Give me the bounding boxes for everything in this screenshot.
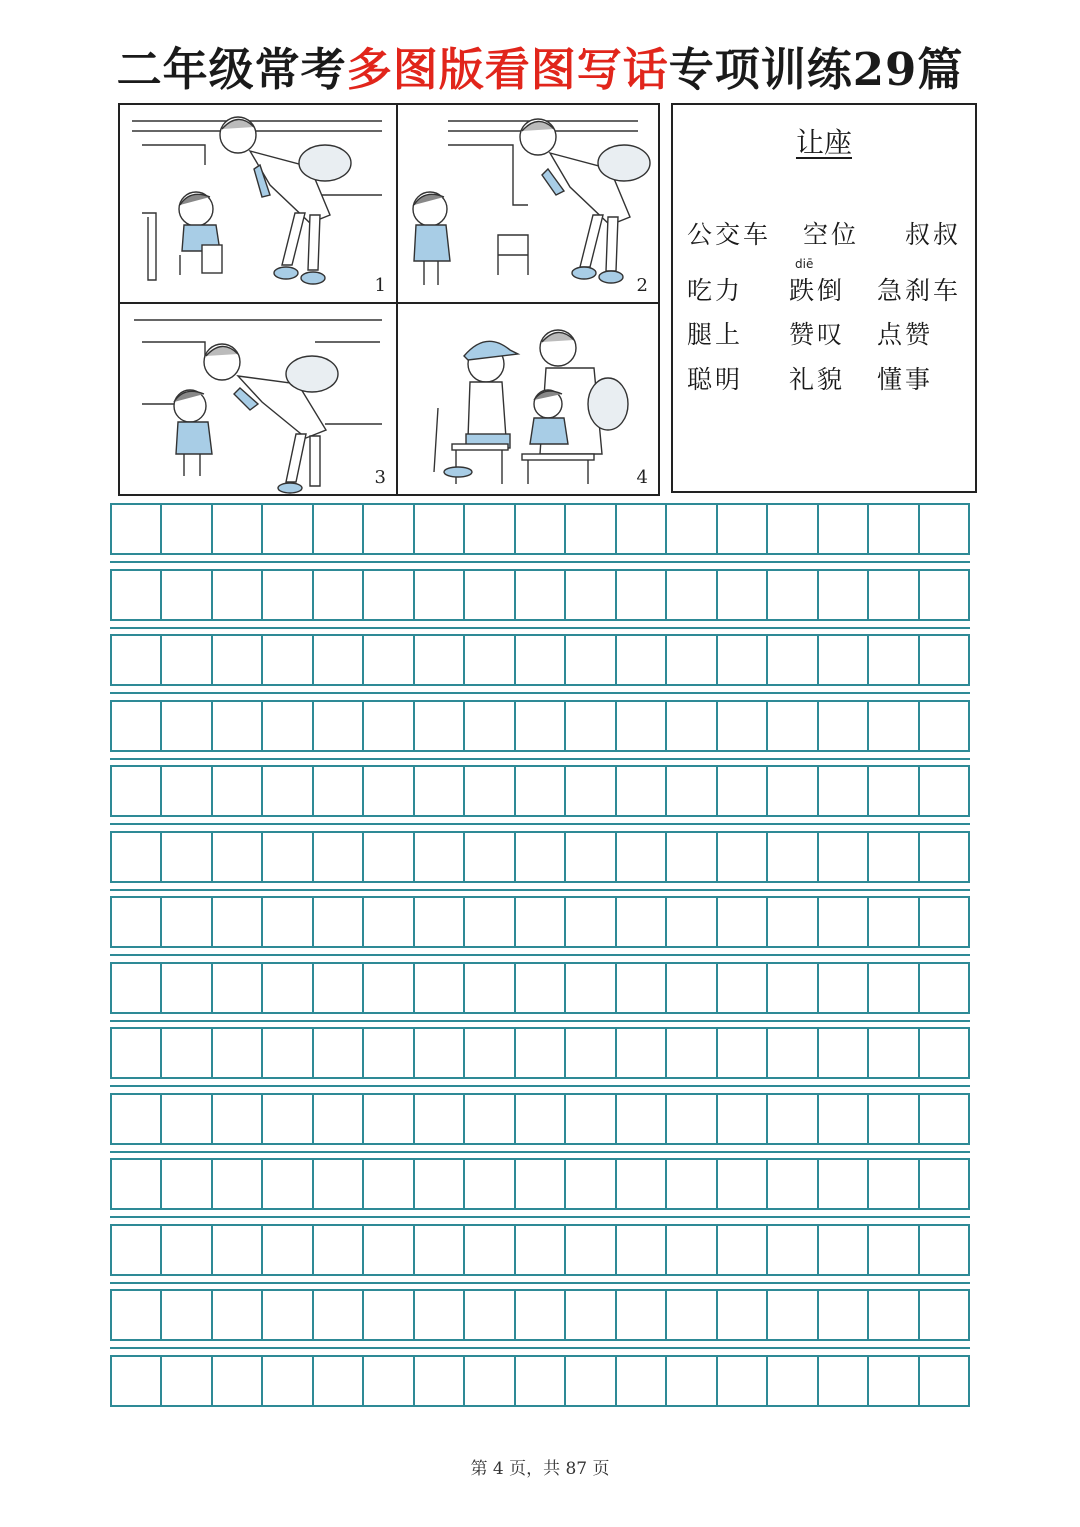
grid-cell[interactable]	[314, 1095, 364, 1143]
grid-cell[interactable]	[263, 833, 313, 881]
grid-cell[interactable]	[516, 898, 566, 946]
title-part-2-highlight: 多图版看图写话	[346, 43, 669, 96]
grid-row	[110, 503, 970, 555]
grid-cell[interactable]	[566, 964, 616, 1012]
grid-cell[interactable]	[667, 505, 717, 553]
grid-cell[interactable]	[768, 767, 818, 815]
grid-cell[interactable]	[415, 1160, 465, 1208]
grid-cell[interactable]	[920, 505, 970, 553]
grid-cell[interactable]	[162, 767, 212, 815]
grid-cell[interactable]	[263, 1095, 313, 1143]
word-item: 吃力	[687, 276, 744, 305]
grid-cell[interactable]	[415, 1029, 465, 1077]
grid-cell[interactable]	[768, 1095, 818, 1143]
grid-cell[interactable]	[516, 964, 566, 1012]
grid-cell[interactable]	[566, 636, 616, 684]
grid-cell[interactable]	[819, 1160, 869, 1208]
grid-cell[interactable]	[110, 505, 162, 553]
grid-cell[interactable]	[617, 1226, 667, 1274]
grid-cell[interactable]	[465, 833, 515, 881]
grid-cell[interactable]	[617, 833, 667, 881]
grid-cell[interactable]	[162, 1160, 212, 1208]
grid-cell[interactable]	[364, 1029, 414, 1077]
grid-cell[interactable]	[617, 702, 667, 750]
grid-cell[interactable]	[566, 571, 616, 619]
grid-row	[110, 1355, 970, 1407]
grid-cell[interactable]	[516, 1357, 566, 1405]
grid-cell[interactable]	[213, 767, 263, 815]
grid-cell[interactable]	[314, 636, 364, 684]
grid-cell[interactable]	[920, 1029, 970, 1077]
grid-cell[interactable]	[920, 1357, 970, 1405]
grid-cell[interactable]	[364, 1095, 414, 1143]
word-item: 礼貌	[789, 365, 846, 394]
grid-spacer-line	[110, 823, 970, 825]
grid-cell[interactable]	[110, 702, 162, 750]
grid-cell[interactable]	[819, 636, 869, 684]
grid-cell[interactable]	[819, 1357, 869, 1405]
grid-cell[interactable]	[566, 767, 616, 815]
grid-row	[110, 765, 970, 817]
grid-cell[interactable]	[667, 898, 717, 946]
grid-cell[interactable]	[314, 767, 364, 815]
grid-spacer-line	[110, 1020, 970, 1022]
grid-cell[interactable]	[364, 833, 414, 881]
grid-spacer-line	[110, 561, 970, 563]
grid-cell[interactable]	[617, 636, 667, 684]
grid-cell[interactable]	[415, 1226, 465, 1274]
grid-cell[interactable]	[263, 1160, 313, 1208]
grid-cell[interactable]	[768, 1160, 818, 1208]
grid-cell[interactable]	[869, 1095, 919, 1143]
grid-row	[110, 569, 970, 621]
grid-row	[110, 831, 970, 883]
grid-cell[interactable]	[213, 1029, 263, 1077]
grid-cell[interactable]	[819, 1226, 869, 1274]
grid-cell[interactable]	[869, 1160, 919, 1208]
grid-spacer-line	[110, 1282, 970, 1284]
grid-cell[interactable]	[768, 1357, 818, 1405]
grid-cell[interactable]	[617, 505, 667, 553]
grid-cell[interactable]	[718, 1095, 768, 1143]
grid-cell[interactable]	[516, 767, 566, 815]
grid-cell[interactable]	[110, 1226, 162, 1274]
grid-cell[interactable]	[213, 505, 263, 553]
grid-cell[interactable]	[110, 1029, 162, 1077]
grid-cell[interactable]	[718, 636, 768, 684]
grid-cell[interactable]	[869, 571, 919, 619]
grid-cell[interactable]	[263, 1357, 313, 1405]
grid-cell[interactable]	[162, 505, 212, 553]
grid-cell[interactable]	[314, 571, 364, 619]
page-footer: 第 4 页，共 87 页	[470, 1459, 610, 1479]
grid-cell[interactable]	[617, 964, 667, 1012]
grid-cell[interactable]	[213, 898, 263, 946]
grid-cell[interactable]	[162, 1095, 212, 1143]
grid-cell[interactable]	[213, 833, 263, 881]
panel-2-illustration	[398, 105, 658, 302]
grid-cell[interactable]	[314, 1226, 364, 1274]
grid-cell[interactable]	[162, 1226, 212, 1274]
grid-row	[110, 962, 970, 1014]
grid-cell[interactable]	[516, 1291, 566, 1339]
panel-3-illustration	[120, 304, 396, 494]
grid-cell[interactable]	[110, 1291, 162, 1339]
grid-cell[interactable]	[213, 636, 263, 684]
grid-cell[interactable]	[213, 571, 263, 619]
grid-cell[interactable]	[667, 636, 717, 684]
word-item: 懂事	[877, 365, 934, 394]
grid-cell[interactable]	[718, 767, 768, 815]
grid-cell[interactable]	[718, 1357, 768, 1405]
grid-cell[interactable]	[314, 1160, 364, 1208]
grid-cell[interactable]	[314, 505, 364, 553]
grid-row	[110, 634, 970, 686]
grid-cell[interactable]	[364, 964, 414, 1012]
grid-cell[interactable]	[465, 571, 515, 619]
grid-cell[interactable]	[718, 1291, 768, 1339]
grid-cell[interactable]	[920, 636, 970, 684]
grid-cell[interactable]	[263, 1291, 313, 1339]
grid-cell[interactable]	[768, 1029, 818, 1077]
grid-cell[interactable]	[415, 1357, 465, 1405]
grid-cell[interactable]	[314, 833, 364, 881]
grid-cell[interactable]	[516, 636, 566, 684]
panel-number: 3	[374, 467, 386, 488]
picture-panel-1	[118, 103, 398, 304]
grid-row	[110, 896, 970, 948]
grid-cell[interactable]	[617, 767, 667, 815]
grid-cell[interactable]	[213, 1226, 263, 1274]
grid-cell[interactable]	[819, 1029, 869, 1077]
grid-cell[interactable]	[415, 964, 465, 1012]
grid-cell[interactable]	[869, 1291, 919, 1339]
grid-cell[interactable]	[566, 1160, 616, 1208]
grid-cell[interactable]	[314, 1029, 364, 1077]
grid-cell[interactable]	[718, 1160, 768, 1208]
grid-cell[interactable]	[213, 1357, 263, 1405]
grid-cell[interactable]	[819, 702, 869, 750]
grid-cell[interactable]	[415, 1291, 465, 1339]
grid-cell[interactable]	[415, 505, 465, 553]
grid-cell[interactable]	[869, 1029, 919, 1077]
grid-cell[interactable]	[768, 505, 818, 553]
grid-cell[interactable]	[819, 1291, 869, 1339]
grid-cell[interactable]	[617, 898, 667, 946]
grid-cell[interactable]	[869, 767, 919, 815]
grid-cell[interactable]	[566, 505, 616, 553]
grid-cell[interactable]	[920, 571, 970, 619]
grid-cell[interactable]	[415, 898, 465, 946]
word-item: 空位	[803, 220, 860, 249]
grid-cell[interactable]	[617, 1160, 667, 1208]
grid-cell[interactable]	[465, 636, 515, 684]
grid-cell[interactable]	[213, 1095, 263, 1143]
grid-cell[interactable]	[263, 636, 313, 684]
grid-cell[interactable]	[920, 767, 970, 815]
grid-cell[interactable]	[920, 964, 970, 1012]
grid-cell[interactable]	[920, 702, 970, 750]
grid-row	[110, 1158, 970, 1210]
grid-cell[interactable]	[768, 702, 818, 750]
grid-cell[interactable]	[465, 898, 515, 946]
grid-cell[interactable]	[263, 702, 313, 750]
grid-cell[interactable]	[768, 898, 818, 946]
grid-cell[interactable]	[617, 1029, 667, 1077]
panel-4-illustration	[398, 304, 658, 494]
grid-cell[interactable]	[819, 898, 869, 946]
grid-row	[110, 1224, 970, 1276]
picture-panel-3	[118, 302, 398, 496]
grid-cell[interactable]	[869, 898, 919, 946]
grid-cell[interactable]	[213, 702, 263, 750]
grid-cell[interactable]	[566, 702, 616, 750]
grid-cell[interactable]	[516, 1160, 566, 1208]
grid-cell[interactable]	[718, 1029, 768, 1077]
grid-cell[interactable]	[718, 505, 768, 553]
grid-cell[interactable]	[110, 1160, 162, 1208]
grid-cell[interactable]	[566, 1226, 616, 1274]
panel-number: 2	[636, 275, 648, 296]
grid-cell[interactable]	[566, 1029, 616, 1077]
grid-cell[interactable]	[110, 571, 162, 619]
grid-cell[interactable]	[869, 964, 919, 1012]
grid-cell[interactable]	[364, 1226, 414, 1274]
grid-cell[interactable]	[465, 964, 515, 1012]
pinyin-annotation: diē	[795, 257, 814, 271]
picture-panel-2	[396, 103, 660, 304]
panel-number: 1	[374, 275, 386, 296]
grid-spacer-line	[110, 889, 970, 891]
grid-cell[interactable]	[667, 964, 717, 1012]
grid-cell[interactable]	[718, 964, 768, 1012]
grid-cell[interactable]	[566, 833, 616, 881]
grid-cell[interactable]	[213, 964, 263, 1012]
grid-cell[interactable]	[465, 505, 515, 553]
grid-row	[110, 1027, 970, 1079]
grid-cell[interactable]	[516, 833, 566, 881]
grid-cell[interactable]	[768, 571, 818, 619]
word-item: 聪明	[687, 365, 744, 394]
grid-spacer-line	[110, 954, 970, 956]
grid-cell[interactable]	[364, 571, 414, 619]
grid-cell[interactable]	[364, 898, 414, 946]
grid-cell[interactable]	[110, 964, 162, 1012]
grid-cell[interactable]	[768, 1291, 818, 1339]
grid-spacer-line	[110, 1347, 970, 1349]
grid-spacer-line	[110, 1216, 970, 1218]
grid-cell[interactable]	[465, 1291, 515, 1339]
word-item: 腿上	[687, 320, 744, 349]
grid-cell[interactable]	[213, 1160, 263, 1208]
grid-cell[interactable]	[869, 1226, 919, 1274]
grid-cell[interactable]	[162, 1291, 212, 1339]
grid-cell[interactable]	[162, 702, 212, 750]
word-item: 赞叹	[789, 320, 846, 349]
grid-cell[interactable]	[667, 1226, 717, 1274]
grid-cell[interactable]	[819, 1095, 869, 1143]
grid-cell[interactable]	[869, 636, 919, 684]
title-part-3: 专项训练29篇	[668, 43, 964, 96]
grid-cell[interactable]	[364, 1291, 414, 1339]
grid-cell[interactable]	[718, 702, 768, 750]
grid-cell[interactable]	[162, 898, 212, 946]
grid-cell[interactable]	[314, 1291, 364, 1339]
grid-cell[interactable]	[667, 1029, 717, 1077]
grid-cell[interactable]	[869, 833, 919, 881]
grid-cell[interactable]	[768, 1226, 818, 1274]
grid-cell[interactable]	[516, 1095, 566, 1143]
grid-cell[interactable]	[364, 702, 414, 750]
grid-cell[interactable]	[415, 767, 465, 815]
grid-cell[interactable]	[263, 505, 313, 553]
grid-cell[interactable]	[516, 1226, 566, 1274]
grid-cell[interactable]	[415, 636, 465, 684]
grid-cell[interactable]	[314, 898, 364, 946]
grid-cell[interactable]	[364, 767, 414, 815]
grid-cell[interactable]	[566, 1357, 616, 1405]
word-bank	[671, 103, 977, 493]
grid-cell[interactable]	[110, 767, 162, 815]
grid-cell[interactable]	[920, 1226, 970, 1274]
grid-cell[interactable]	[718, 571, 768, 619]
grid-cell[interactable]	[364, 636, 414, 684]
picture-panel-4	[396, 302, 660, 496]
grid-cell[interactable]	[465, 1160, 515, 1208]
grid-cell[interactable]	[819, 571, 869, 619]
word-bank-title: 让座	[795, 126, 852, 159]
grid-spacer-line	[110, 692, 970, 694]
grid-cell[interactable]	[667, 1357, 717, 1405]
grid-cell[interactable]	[920, 1160, 970, 1208]
word-item: 点赞	[877, 320, 934, 349]
grid-cell[interactable]	[718, 898, 768, 946]
grid-cell[interactable]	[667, 571, 717, 619]
grid-cell[interactable]	[768, 964, 818, 1012]
grid-cell[interactable]	[110, 898, 162, 946]
grid-cell[interactable]	[110, 833, 162, 881]
grid-cell[interactable]	[213, 1291, 263, 1339]
grid-cell[interactable]	[465, 702, 515, 750]
grid-cell[interactable]	[415, 571, 465, 619]
grid-cell[interactable]	[819, 505, 869, 553]
grid-cell[interactable]	[920, 898, 970, 946]
grid-cell[interactable]	[516, 702, 566, 750]
grid-cell[interactable]	[566, 898, 616, 946]
grid-cell[interactable]	[718, 1226, 768, 1274]
grid-cell[interactable]	[263, 767, 313, 815]
grid-cell[interactable]	[617, 1095, 667, 1143]
grid-cell[interactable]	[364, 505, 414, 553]
grid-cell[interactable]	[415, 833, 465, 881]
word-item: 急刹车	[877, 276, 962, 305]
grid-cell[interactable]	[263, 1226, 313, 1274]
grid-cell[interactable]	[869, 1357, 919, 1405]
panel-number: 4	[636, 467, 648, 488]
grid-cell[interactable]	[162, 636, 212, 684]
grid-cell[interactable]	[162, 571, 212, 619]
grid-cell[interactable]	[465, 767, 515, 815]
grid-cell[interactable]	[566, 1095, 616, 1143]
title-part-1: 二年级常考	[116, 43, 347, 96]
grid-cell[interactable]	[314, 1357, 364, 1405]
grid-row	[110, 700, 970, 752]
grid-cell[interactable]	[314, 702, 364, 750]
grid-cell[interactable]	[819, 833, 869, 881]
grid-cell[interactable]	[920, 1095, 970, 1143]
grid-cell[interactable]	[617, 1357, 667, 1405]
grid-cell[interactable]	[110, 1095, 162, 1143]
grid-cell[interactable]	[465, 1357, 515, 1405]
grid-cell[interactable]	[415, 1095, 465, 1143]
grid-cell[interactable]	[263, 964, 313, 1012]
panel-1-illustration	[120, 105, 396, 302]
word-item: 公交车	[687, 220, 772, 249]
grid-cell[interactable]	[465, 1095, 515, 1143]
grid-cell[interactable]	[768, 636, 818, 684]
grid-cell[interactable]	[162, 1029, 212, 1077]
grid-cell[interactable]	[768, 833, 818, 881]
grid-cell[interactable]	[819, 964, 869, 1012]
grid-cell[interactable]	[920, 833, 970, 881]
grid-cell[interactable]	[110, 1357, 162, 1405]
grid-cell[interactable]	[617, 571, 667, 619]
grid-cell[interactable]	[516, 571, 566, 619]
grid-spacer-line	[110, 758, 970, 760]
grid-cell[interactable]	[920, 1291, 970, 1339]
grid-row	[110, 1289, 970, 1341]
page-title	[0, 40, 1080, 100]
grid-cell[interactable]	[110, 636, 162, 684]
grid-cell[interactable]	[314, 964, 364, 1012]
word-item: 跌倒	[789, 276, 846, 305]
grid-cell[interactable]	[263, 898, 313, 946]
grid-cell[interactable]	[364, 1160, 414, 1208]
grid-cell[interactable]	[162, 833, 212, 881]
grid-cell[interactable]	[667, 1291, 717, 1339]
grid-cell[interactable]	[263, 1029, 313, 1077]
grid-cell[interactable]	[718, 833, 768, 881]
grid-cell[interactable]	[516, 505, 566, 553]
grid-cell[interactable]	[162, 1357, 212, 1405]
grid-cell[interactable]	[869, 505, 919, 553]
grid-spacer-line	[110, 1151, 970, 1153]
grid-cell[interactable]	[465, 1226, 515, 1274]
grid-cell[interactable]	[516, 1029, 566, 1077]
grid-cell[interactable]	[667, 1160, 717, 1208]
grid-cell[interactable]	[415, 702, 465, 750]
word-item: 叔叔	[905, 220, 962, 249]
grid-cell[interactable]	[667, 702, 717, 750]
grid-cell[interactable]	[667, 767, 717, 815]
grid-cell[interactable]	[566, 1291, 616, 1339]
grid-row	[110, 1093, 970, 1145]
grid-spacer-line	[110, 627, 970, 629]
grid-spacer-line	[110, 1085, 970, 1087]
grid-cell[interactable]	[869, 702, 919, 750]
grid-cell[interactable]	[667, 833, 717, 881]
grid-cell[interactable]	[667, 1095, 717, 1143]
grid-cell[interactable]	[617, 1291, 667, 1339]
grid-cell[interactable]	[819, 767, 869, 815]
grid-cell[interactable]	[364, 1357, 414, 1405]
grid-cell[interactable]	[263, 571, 313, 619]
grid-cell[interactable]	[162, 964, 212, 1012]
grid-cell[interactable]	[465, 1029, 515, 1077]
